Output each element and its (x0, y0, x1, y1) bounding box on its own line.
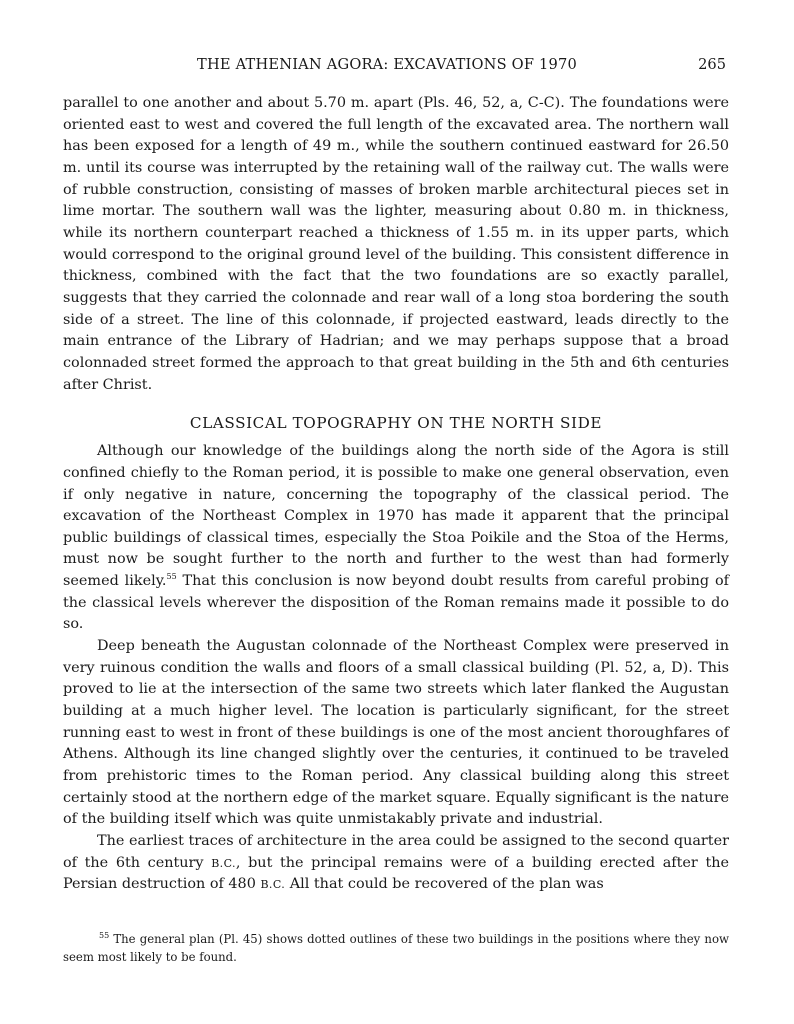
footnote-text: The general plan (Pl. 45) shows dotted outlines of these two buildings in the positions where they now seem most likely to be found. (63, 932, 729, 965)
paragraph-text: Although our knowledge of the buildings along the north side of the Agora is still confined chiefly to the Roman period, it is possible to make one general observation, even if only negative in nature, concerning the topography of the classical period. The excavation of the Northeast Complex in 1970 has made it apparent that the principal public buildings of classical times, especially the Stoa Poikile and the Stoa of the Herms, must now be sought further to the north and further to the west than had formerly seemed likely. (63, 443, 729, 590)
page-number: 265 (698, 56, 726, 73)
footnote-number: 55 (99, 931, 110, 941)
section-heading: CLASSICAL TOPOGRAPHY ON THE NORTH SIDE (189, 414, 603, 433)
running-title: THE ATHENIAN AGORA: EXCAVATIONS OF 1970 (197, 56, 577, 73)
running-header (0, 56, 794, 78)
paragraph-text: The earliest traces of architecture in the area could be assigned to the second quarter of the 6th century (63, 833, 729, 871)
footnote-reference: 55 (166, 572, 177, 582)
footnote (63, 930, 729, 966)
era-abbreviation: B.C. (260, 878, 286, 892)
paragraph-text: , but the principal remains were of a building erected after the Persian destruction of 480 (63, 854, 730, 893)
paragraph-earliest-traces (63, 831, 729, 896)
paragraph-continued: parallel to one another and about 5.70 m. apart (Pls. 46, 52, a, C-C). The foundations were oriented east to west and covered the full length of the excavated area. The northern wall has been exposed for a length of 49 m., while the southern continued eastward for 26.50 m. until its course was interrupted by the retaining wall of the railway cut. The walls were of rubble construction, consisting of masses of broken marble architectural pieces set in lime mortar. The southern wall was the lighter, measuring about 0.80 m. in thickness, while its northern counterpart reached a thickness of 1.55 m. in its upper parts, which would correspond to the original ground level of the building. This consistent difference in thickness, combined with the fact that the two foundations are so exactly parallel, suggests that they carried the colonnade and rear wall of a long stoa bordering the south side of a street. The line of this colonnade, if projected eastward, leads directly to the main entrance of the Library of Hadrian; and we may perhaps suppose that a broad colonnaded street formed the approach to that great building in the 5th and 6th centuries after Christ. (63, 95, 729, 393)
paragraph-text: All that could be recovered of the plan was (285, 876, 604, 893)
paragraph-text: That this conclusion is now beyond doubt results from careful probing of the classical levels wherever the disposition of the Roman remains made it possible to do so. (63, 573, 729, 633)
paragraph-classical-topography (63, 441, 729, 636)
paragraph-classical-building: Deep beneath the Augustan colonnade of the Northeast Complex were preserved in very ruinous condition the walls and floors of a small classical building (Pl. 52, a, D). This proved to lie at the intersection of the same two streets which later flanked the Augustan building at a much higher level. The location is particularly significant, for the street running east to west in front of these buildings is one of the most ancient thoroughfares of Athens. Although its line changed slightly over the centuries, it continued to be traveled from prehistoric times to the Roman period. Any classical building along this street certainly stood at the northern edge of the market square. Equally significant is the nature of the building itself which was quite unmistakably private and industrial. (63, 638, 729, 828)
era-abbreviation: B.C. (211, 856, 236, 870)
main-text (63, 93, 729, 896)
